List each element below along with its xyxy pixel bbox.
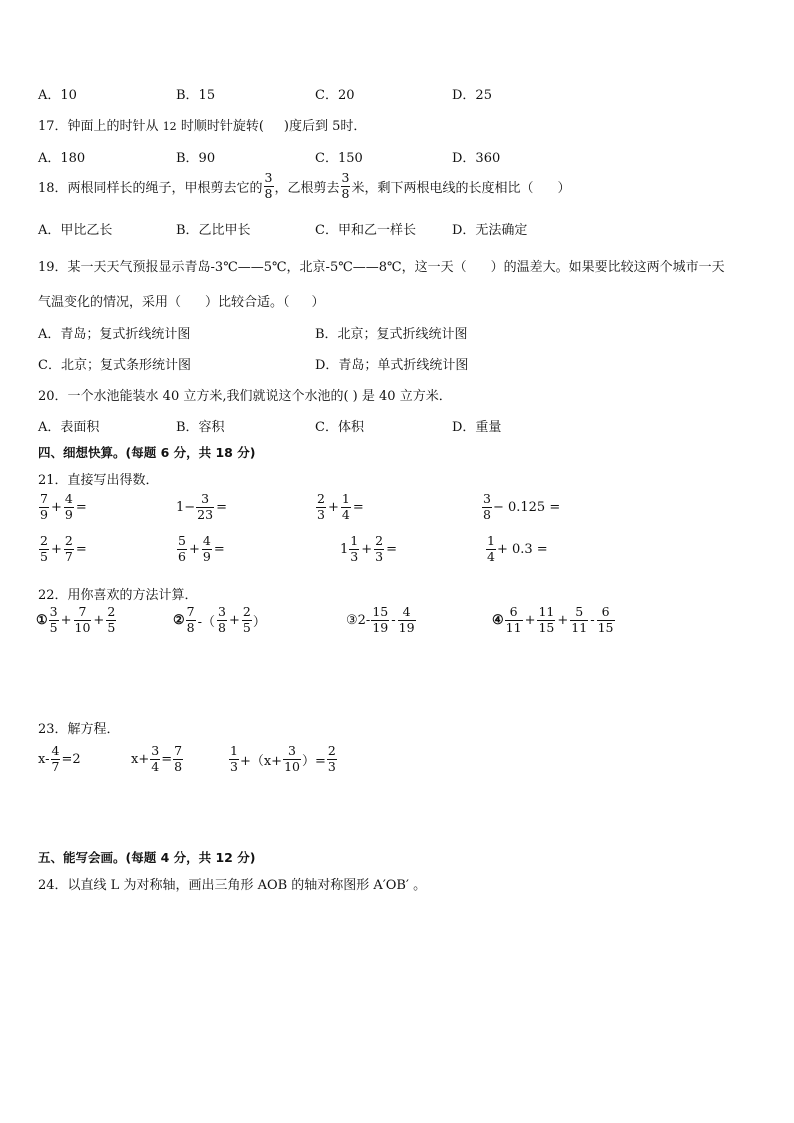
q20-option-b: B．容积 — [176, 420, 225, 435]
q16-option-b: B．15 — [176, 88, 216, 103]
q19-option-b: B．北京；复式折线统计图 — [315, 327, 468, 342]
fraction: $\frac{3}{8}$ — [264, 170, 273, 201]
q22-title: 22．用你喜欢的方法计算． — [38, 588, 198, 603]
q16-option-a: A．10 — [38, 88, 77, 103]
q20-option-d: D．重量 — [452, 420, 502, 435]
q20-option-c: C．体积 — [315, 420, 364, 435]
q23-equation-1: x- $\frac{4}{7}$ =2 — [38, 743, 81, 774]
q17-option-a: A．180 — [38, 151, 86, 166]
q20-option-a: A．表面积 — [38, 420, 100, 435]
q18-option-b: B．乙比甲长 — [176, 223, 251, 238]
q16-option-d: D．25 — [452, 88, 492, 103]
q21-expr-5: $\frac{2}{5}$ + $\frac{2}{7}$ = — [40, 533, 87, 564]
q18-option-c: C．甲和乙一样长 — [315, 223, 416, 238]
q19-option-d: D．青岛；单式折线统计图 — [315, 358, 469, 373]
q17-option-c: C．150 — [315, 151, 363, 166]
q17-option-b: B．90 — [176, 151, 216, 166]
q21-expr-4: $\frac{3}{8}$ − 0.125 = — [483, 491, 561, 522]
q22-expr-4: ④ $\frac{6}{11}$ + $\frac{11}{15}$ + $\frac{5}{11}$ - $\frac{6}{15}$ — [492, 604, 614, 635]
q23-equation-3: $\frac{1}{3}$ +（x+ $\frac{3}{10}$ ）= $\frac{2}{3}$ — [230, 743, 336, 774]
q18-question: 18．两根同样长的绳子，甲根剪去它的 $\frac{3}{8}$ ，乙根剪去 $\frac{3}{8}$ 米，剩下两根电线的长度相比（ ） — [38, 170, 571, 201]
q21-expr-1: $\frac{7}{9}$ + $\frac{4}{9}$ = — [40, 491, 87, 522]
q21-expr-3: $\frac{2}{3}$ + $\frac{1}{4}$ = — [317, 491, 364, 522]
q18-option-d: D．无法确定 — [452, 223, 528, 238]
q16-option-c: C．20 — [315, 88, 355, 103]
q21-title: 21．直接写出得数． — [38, 473, 159, 488]
q21-expr-2: 1− $\frac{3}{23}$ = — [176, 491, 227, 522]
fraction: $\frac{3}{8}$ — [341, 170, 350, 201]
q22-expr-1: ① $\frac{3}{5}$ + $\frac{7}{10}$ + $\frac{2}{5}$ — [36, 604, 116, 635]
q21-expr-7: 1 $\frac{1}{3}$ + $\frac{2}{3}$ = — [340, 533, 397, 564]
q22-expr-2: ② $\frac{7}{8}$ -（ $\frac{3}{8}$ + $\frac{2}{5}$ ） — [173, 604, 266, 635]
q20-question: 20．一个水池能装水 40 立方米,我们就说这个水池的( ) 是 40 立方米． — [38, 389, 452, 404]
q18-option-a: A．甲比乙长 — [38, 223, 113, 238]
q17-option-d: D．360 — [452, 151, 501, 166]
q21-expr-6: $\frac{5}{6}$ + $\frac{4}{9}$ = — [178, 533, 225, 564]
q19-question-line1: 19．某一天天气预报显示青岛-3℃——5℃，北京-5℃——8℃，这一天（ ）的温差大。如果要比较这两个城市一天 — [38, 260, 725, 275]
q19-question-line2: 气温变化的情况，采用（ ）比较合适。（ ） — [38, 295, 325, 310]
q17-question: 17．钟面上的时针从 12 时顺时针旋转( )度后到 5时． — [38, 119, 367, 134]
section-5-heading: 五、能写会画。(每题 4 分，共 12 分) — [38, 850, 256, 865]
q23-title: 23．解方程． — [38, 722, 120, 737]
q23-equation-2: x+ $\frac{3}{4}$ = $\frac{7}{8}$ — [131, 743, 183, 774]
q22-expr-3: ③2- $\frac{15}{19}$ - $\frac{4}{19}$ — [346, 604, 415, 635]
q24-question: 24．以直线 L 为对称轴，画出三角形 AOB 的轴对称图形 A′OB′ 。 — [38, 878, 427, 893]
section-4-heading: 四、细想快算。(每题 6 分，共 18 分) — [38, 445, 256, 460]
q19-option-a: A．青岛；复式折线统计图 — [38, 327, 191, 342]
q19-option-c: C．北京；复式条形统计图 — [38, 358, 191, 373]
q21-expr-8: $\frac{1}{4}$ + 0.3 = — [487, 533, 548, 564]
